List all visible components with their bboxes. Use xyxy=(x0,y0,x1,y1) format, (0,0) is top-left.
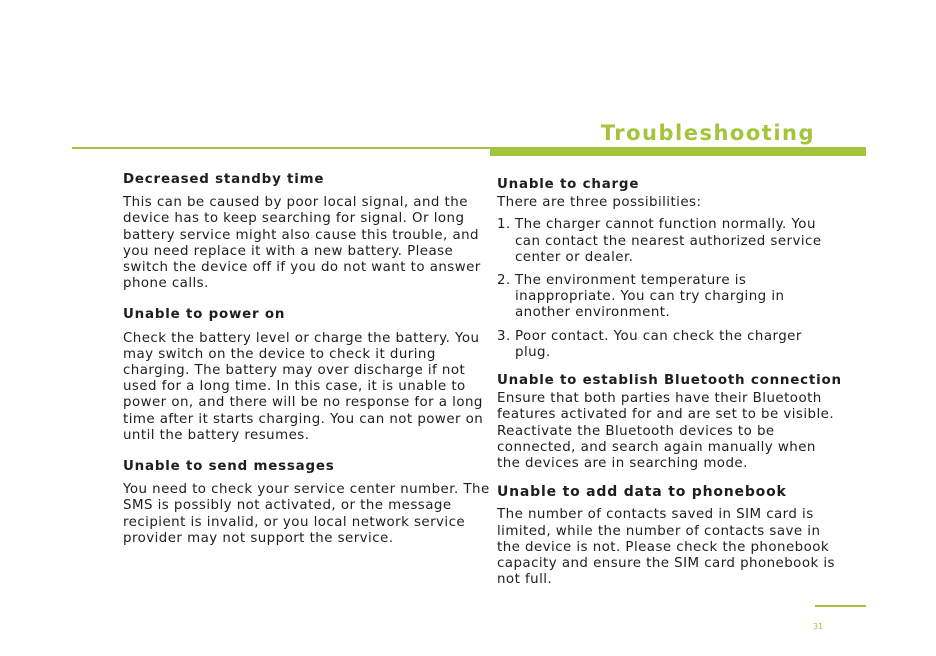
header-rule-left xyxy=(72,147,492,149)
list-item xyxy=(497,217,842,266)
section-heading-power-on: Unable to power on xyxy=(123,307,286,323)
section-heading-bluetooth: Unable to establish Bluetooth connection xyxy=(497,373,842,389)
section-heading-charge: Unable to charge xyxy=(497,177,640,192)
section-body-phonebook: The number of contacts saved in SIM card is limited, while the number of contacts save in the device is not. Please check the phonebook capacity and ensure the SIM card phonebook is not full. xyxy=(497,507,835,588)
page-title: Troubleshooting xyxy=(600,121,815,145)
footer-rule xyxy=(815,605,866,607)
list-item-number: 1. xyxy=(497,217,511,233)
section-heading-send-messages: Unable to send messages xyxy=(123,459,335,475)
charge-possibilities-list xyxy=(497,217,842,361)
right-column xyxy=(497,177,842,600)
section-heading-standby: Decreased standby time xyxy=(123,172,325,187)
header-rule-right xyxy=(490,147,866,156)
section-body-send-messages: You need to check your service center number. The SMS is possibly not activated, or the message recipient is invalid, or you local network service provider may not support the service. xyxy=(123,482,490,546)
section-body-power-on: Check the battery level or charge the battery. You may switch on the device to check it during charging. The battery may over discharge if not used for a long time. In this case, it is unable to power on, and there will be no response for a long time after it starts charging. You can not power on until the battery resumes. xyxy=(123,330,484,443)
page-number: 31 xyxy=(813,622,824,631)
list-item-text: Poor contact. You can check the charger plug. xyxy=(515,328,802,360)
section-intro-charge: There are three possibilities: xyxy=(497,195,702,211)
left-column xyxy=(123,172,493,562)
section-body-bluetooth: Ensure that both parties have their Bluetooth features activated for and are set to be visible. Reactivate the Bluetooth devices to be connected, and search again manually when the devices are in searching mode. xyxy=(497,391,835,472)
section-heading-phonebook: Unable to add data to phonebook xyxy=(497,484,787,501)
list-item xyxy=(497,329,842,361)
section-body-standby: This can be caused by poor local signal, and the device has to keep searching for signal. Or long battery service might also cause this trouble, and you need replace it with a new battery. Please switch the device off if you do not want to answer phone calls. xyxy=(123,195,481,292)
list-item xyxy=(497,273,842,322)
list-item-text: The environment temperature is inappropriate. You can try charging in another environment. xyxy=(515,273,785,321)
list-item-number: 3. xyxy=(497,328,511,344)
list-item-text: The charger cannot function normally. You can contact the nearest authorized service center or dealer. xyxy=(515,217,822,265)
list-item-number: 2. xyxy=(497,273,511,289)
